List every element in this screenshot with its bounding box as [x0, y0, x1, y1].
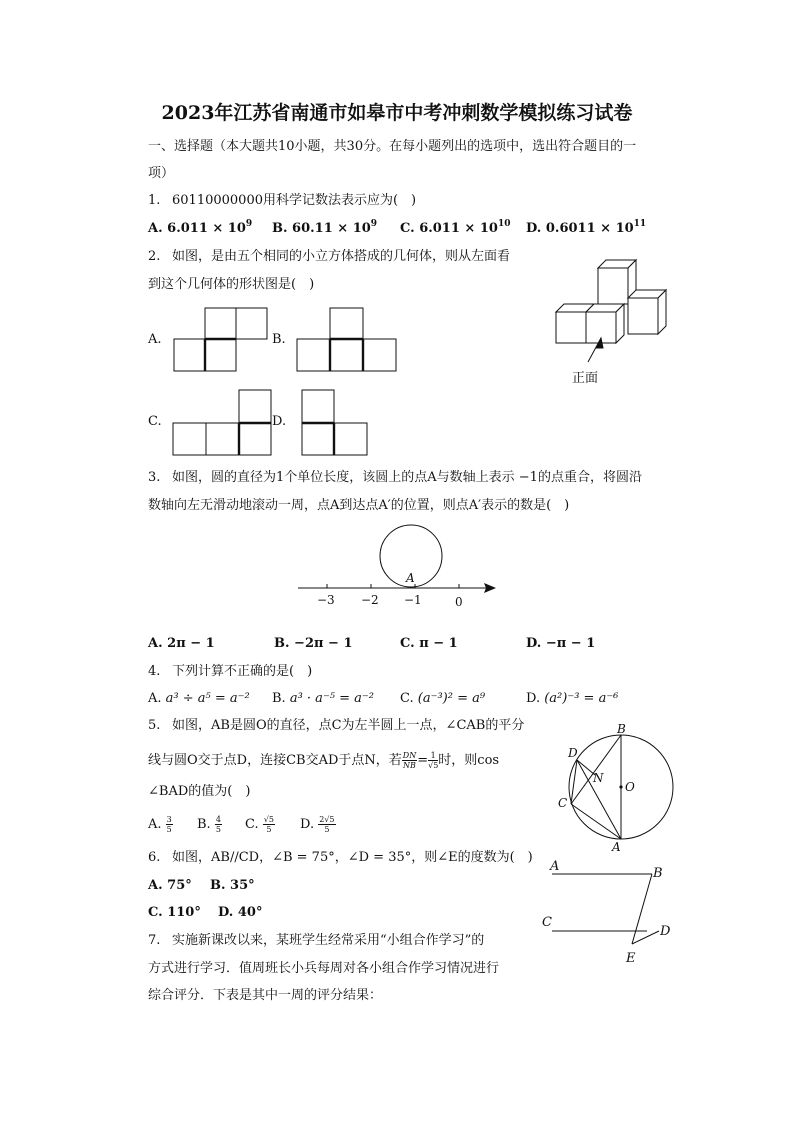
fraction-denominator: NB — [403, 761, 416, 770]
option-value: 110° — [167, 905, 201, 920]
fraction-numerator: 2√5 — [319, 815, 335, 824]
q4-option-b — [272, 691, 374, 707]
option-label: A. — [148, 817, 162, 832]
option-label: B. — [197, 817, 211, 832]
point-b-label: B — [617, 722, 626, 736]
fraction-denominator: 5 — [324, 825, 330, 834]
option-value: 75° — [167, 878, 192, 893]
point-b-label: B — [653, 866, 663, 881]
option-value: a³ · a⁻⁵ = a⁻² — [289, 691, 374, 706]
point-d-label: D — [660, 924, 671, 939]
q2-line2: 到这个几何体的形状图是( ) — [148, 277, 315, 292]
center-point — [619, 785, 622, 788]
q7-line2: 方式进行学习．值周班长小兵每周对各小组合作学习情况进行 — [148, 961, 500, 976]
option-label: A. — [148, 636, 163, 651]
fraction-numerator: DN — [402, 751, 417, 760]
section-heading-tail: 项） — [148, 166, 175, 181]
point-a-label: A — [612, 840, 621, 854]
option-value: 40° — [237, 905, 263, 920]
point-e-label: E — [626, 951, 636, 966]
option-fraction — [166, 815, 173, 834]
option-value: π − 1 — [419, 636, 458, 651]
q5-line2 — [148, 751, 499, 771]
option-value: 2π − 1 — [167, 636, 215, 651]
q6-parallel-lines-figure — [540, 855, 680, 970]
q5-circle-figure — [555, 720, 685, 855]
point-o-label: O — [625, 780, 635, 794]
q6-option-b — [210, 878, 255, 894]
q2-option-d-figure — [301, 389, 371, 457]
q1-option-b — [272, 221, 377, 237]
q2-option-d-label: D. — [272, 414, 287, 429]
q2-option-a-figure — [174, 307, 270, 373]
option-label: D. — [300, 817, 315, 832]
option-mantissa: 60.11 × 10 — [292, 221, 371, 236]
q2-option-c-figure — [173, 389, 273, 457]
option-mantissa: 0.6011 × 10 — [545, 221, 634, 236]
q3-option-a — [148, 636, 215, 652]
q3-option-b — [274, 636, 353, 652]
option-value: −π − 1 — [545, 636, 596, 651]
q3-option-d — [526, 636, 595, 652]
option-fraction — [215, 815, 222, 834]
option-label: B. — [210, 878, 226, 893]
ratio-fraction — [402, 751, 417, 770]
q1-number: 1. — [148, 193, 161, 208]
option-label: C. — [400, 636, 415, 651]
q5-line2-post: 时，则cos — [438, 753, 500, 768]
option-label: C. — [400, 691, 414, 706]
q1-option-d — [526, 221, 646, 237]
point-a-label: A — [550, 859, 560, 874]
option-label: A. — [148, 691, 162, 706]
option-exponent: 9 — [370, 219, 378, 229]
fraction-denominator: 5 — [166, 825, 172, 834]
fraction-denominator: 5 — [266, 825, 272, 834]
option-value: −2π − 1 — [294, 636, 353, 651]
q4-text: 下列计算不正确的是( ) — [172, 664, 313, 679]
value-fraction — [428, 751, 438, 770]
option-mantissa: 6.011 × 10 — [419, 221, 498, 236]
fraction-denominator: √5 — [428, 761, 439, 770]
option-label: B. — [274, 636, 290, 651]
q5-option-d — [300, 815, 336, 835]
q6-text: 如图，AB//CD，∠B = 75°，∠D = 35°，则∠E的度数为( ) — [172, 850, 533, 865]
q3-option-c — [400, 636, 458, 652]
option-value: a³ ÷ a⁵ = a⁻² — [165, 691, 250, 706]
point-a-label: A — [406, 571, 415, 585]
exam-title: 2023年江苏省南通市如皋市中考冲刺数学模拟练习试卷 — [161, 102, 633, 124]
option-exponent: 10 — [497, 219, 511, 229]
q6-option-d — [218, 905, 262, 921]
q1-option-a — [148, 221, 252, 237]
q2-option-b-label: B. — [272, 332, 286, 347]
fraction-numerator: 4 — [215, 815, 221, 824]
q4-number: 4. — [148, 664, 161, 679]
q4-option-c — [400, 691, 485, 707]
option-label: C. — [400, 221, 415, 236]
q5-line2-pre: 线与圆O交于点D，连接CB交AD于点N，若 — [148, 753, 402, 768]
option-label: D. — [526, 636, 542, 651]
point-n-label: N — [593, 771, 604, 785]
tick-label: −2 — [361, 593, 379, 607]
q5-line3: ∠BAD的值为( ) — [148, 784, 251, 799]
q5-option-c — [245, 815, 275, 835]
q2-option-b-figure — [297, 307, 397, 373]
q6-option-c — [148, 905, 201, 921]
option-label: A. — [148, 878, 163, 893]
q5-option-b — [197, 815, 222, 835]
option-label: B. — [272, 221, 288, 236]
option-exponent: 11 — [633, 219, 647, 229]
option-fraction — [318, 815, 335, 834]
q3-line1: 如图，圆的直径为1个单位长度，该圆上的点A与数轴上表示 −1的点重合，将圆沿 — [172, 470, 642, 485]
q6-number: 6. — [148, 850, 161, 865]
q2-number: 2. — [148, 249, 161, 264]
q6-option-a — [148, 878, 192, 894]
option-label: C. — [245, 817, 259, 832]
option-label: D. — [526, 221, 542, 236]
fraction-numerator: 3 — [166, 815, 172, 824]
q2-cube-figure — [545, 255, 675, 390]
option-mantissa: 6.011 × 10 — [167, 221, 246, 236]
q1-text: 60110000000用科学记数法表示应为( ) — [172, 193, 417, 208]
tick-label: −3 — [317, 593, 335, 607]
q2-option-a-label: A. — [148, 332, 162, 347]
option-label: A. — [148, 221, 163, 236]
q4-option-a — [148, 691, 250, 707]
q2-option-c-label: C. — [148, 414, 162, 429]
q3-number: 3. — [148, 470, 161, 485]
section-heading: 一、选择题（本大题共10小题，共30分。在每小题列出的选项中，选出符合题目的一 — [148, 139, 637, 154]
point-c-label: C — [558, 796, 568, 810]
q3-line2: 数轴向左无滑动地滚动一周，点A到达点A′的位置，则点A′表示的数是( ) — [148, 498, 570, 513]
option-value: (a⁻³)² = a⁹ — [417, 691, 486, 706]
q2-line1: 如图，是由五个相同的小立方体搭成的几何体，则从左面看 — [172, 249, 511, 264]
option-fraction — [263, 815, 275, 834]
q7-line1: 实施新课改以来，某班学生经常采用“小组合作学习”的 — [172, 933, 485, 948]
equals-sign: = — [417, 753, 429, 768]
option-label: D. — [526, 691, 541, 706]
q5-option-a — [148, 815, 173, 835]
option-exponent: 9 — [245, 219, 253, 229]
tick-label: 0 — [455, 595, 463, 609]
point-d-label: D — [568, 746, 578, 760]
option-label: D. — [218, 905, 234, 920]
q1-option-c — [400, 221, 510, 237]
option-value: 35° — [230, 878, 255, 893]
front-label: 正面 — [572, 371, 599, 386]
option-label: C. — [148, 905, 163, 920]
fraction-numerator: 1 — [428, 751, 438, 761]
fraction-denominator: 5 — [215, 825, 221, 834]
fraction-numerator: √5 — [263, 815, 274, 824]
q5-number: 5. — [148, 718, 161, 733]
option-label: B. — [272, 691, 286, 706]
q4-option-d — [526, 691, 618, 707]
option-value: (a²)⁻³ = a⁻⁶ — [544, 691, 619, 706]
q5-line1: 如图，AB是圆O的直径，点C为左半圆上一点，∠CAB的平分 — [172, 718, 525, 733]
point-c-label: C — [542, 915, 552, 930]
q7-line3: 综合评分．下表是其中一周的评分结果： — [148, 988, 383, 1003]
tick-label: −1 — [404, 593, 422, 607]
q7-number: 7. — [148, 933, 161, 948]
q3-number-line-figure — [296, 520, 500, 612]
